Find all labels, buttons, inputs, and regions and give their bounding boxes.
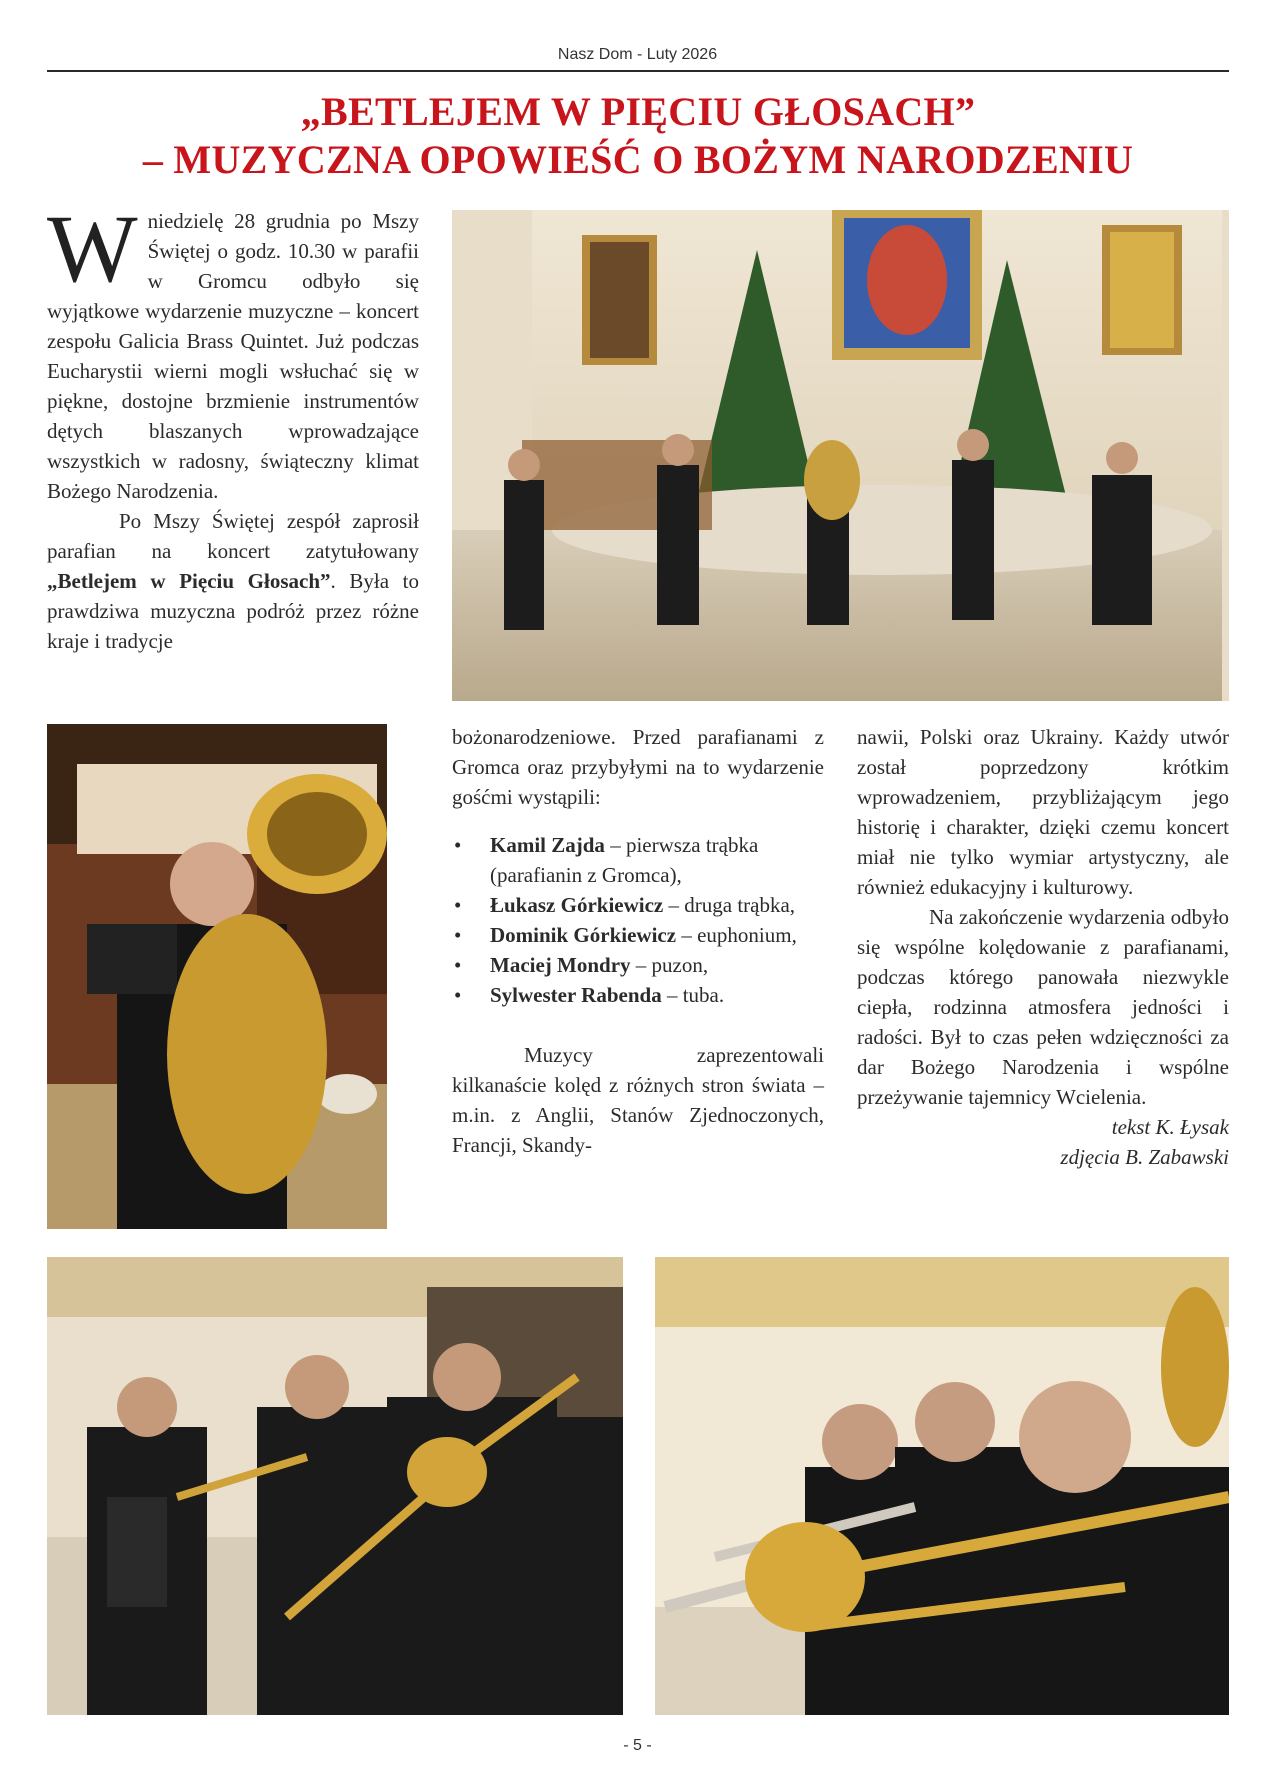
page-header: Nasz Dom - Luty 2026 (557, 46, 718, 63)
member-item: • Sylwester Rabenda – tuba. (452, 980, 824, 1010)
col2-intro: bożonarodzeniowe. Przed parafianami z Gromca oraz przybyłymi na to wydarzenie gośćmi wystąpili: (452, 725, 824, 809)
drop-cap: W (47, 195, 138, 302)
intro-text: niedzielę 28 grudnia po Mszy Świętej o godz. 10.30 w parafii w Gromcu odbyło się wyjątkowe wydarzenie muzyczne – koncert zespołu Galicia Brass Quintet. Już podczas Eucharystii wierni mogli wsłuchać się w piękne, dostojne brzmienie instrumentów dętych blaszanych wprowadzające wszystkich w radosny, świąteczny klimat Bożego Narodzenia. (47, 209, 419, 503)
photo-quintet-altar (452, 210, 1229, 701)
title-line-2: – MUZYCZNA OPOWIEŚĆ O BOŻYM NARODZENIU (142, 137, 1134, 182)
col3-paragraph-2: Na zakończenie wydarzenia odbyło się wspólne kolędowanie z parafianami, podczas którego panowała niezwykle ciepła, rodzinna atmosfera jedności i radości. Był to czas pełen wdzięczności za dar Bożego Narodzenia i wspólne przeżywanie tajemnicy Wcielenia. (857, 905, 1229, 1109)
member-item: • Kamil Zajda – pierwsza trąbka (parafianin z Gromca), (452, 830, 824, 890)
header-rule (47, 70, 1229, 72)
column-3 (857, 722, 1229, 1172)
title-line-1: „BETLEJEM W PIĘCIU GŁOSACH” (300, 89, 976, 134)
col2-paragraph-2: Muzycy zaprezentowali kilkanaście kolęd z różnych stron świata – m.in. z Anglii, Stanów Zjednoczonych, Francji, Skandy- (452, 1043, 824, 1157)
photo-euphonium-player (47, 724, 387, 1229)
column-2 (452, 722, 824, 1160)
second-paragraph: Po Mszy Świętej zespół zaprosił parafian na koncert zatytułowany „Betlejem w Pięciu Głosach”. Była to prawdziwa muzyczna podróż przez różne kraje i tradycje (47, 509, 420, 653)
photo-trombone-closeup (655, 1257, 1229, 1715)
credit-text: tekst K. Łysak (1111, 1115, 1229, 1139)
member-item: • Dominik Górkiewicz – euphonium, (452, 920, 824, 950)
page-number: - 5 - (623, 1737, 652, 1754)
members-list (452, 830, 824, 1010)
intro-paragraph (47, 195, 419, 506)
member-item: • Łukasz Górkiewicz – druga trąbka, (452, 890, 824, 920)
photo-brass-section (47, 1257, 623, 1715)
article-title (47, 88, 1229, 184)
credit-photos: zdjęcia B. Zabawski (1060, 1145, 1229, 1169)
intro-column (47, 195, 420, 656)
member-item: • Maciej Mondry – puzon, (452, 950, 824, 980)
col3-paragraph-1: nawii, Polski oraz Ukrainy. Każdy utwór został poprzedzony krótkim wprowadzeniem, przybliżającym jego historię i charakter, dzięki czemu koncert miał nie tylko wymiar artystyczny, ale również edukacyjny i kulturowy. (857, 725, 1229, 899)
concert-title: „Betlejem w Pięciu Głosach” (47, 569, 331, 593)
